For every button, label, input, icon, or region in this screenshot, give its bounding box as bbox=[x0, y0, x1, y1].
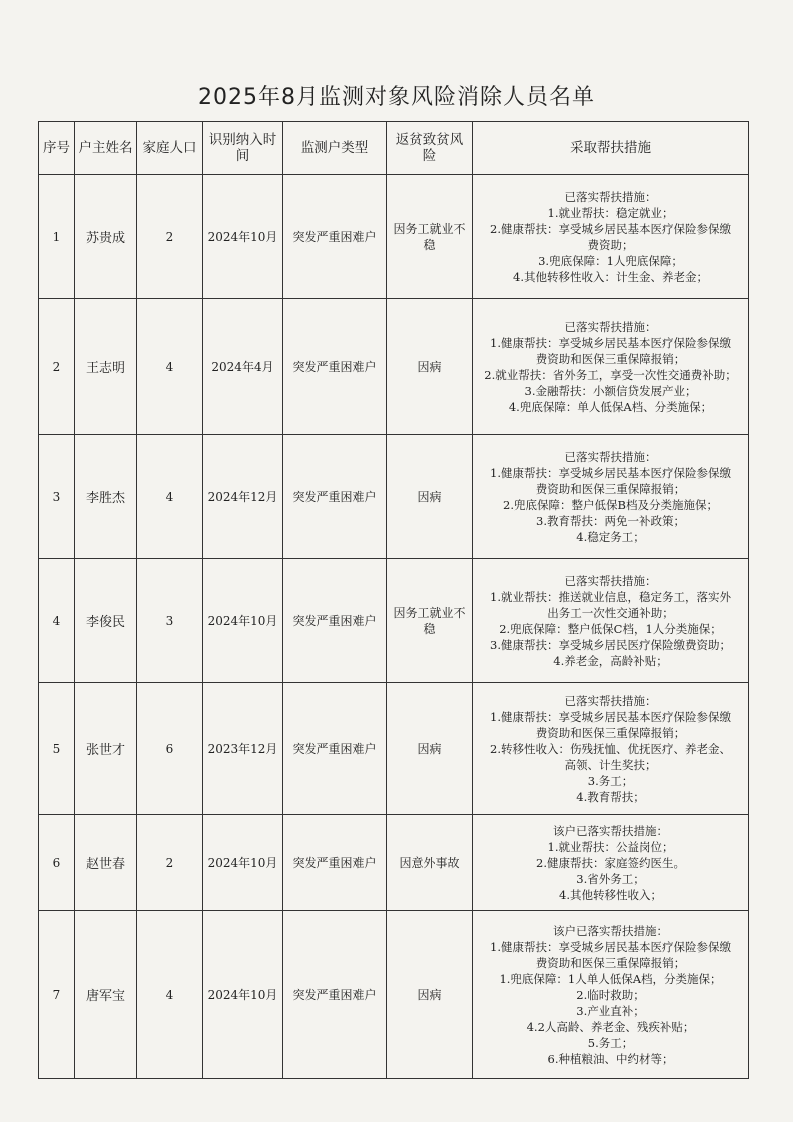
measure-line: 1.就业帮扶：推送就业信息，稳定务工，落实外 bbox=[490, 589, 731, 604]
cell-family-size: 4 bbox=[137, 911, 203, 1079]
table-row bbox=[39, 911, 749, 1079]
risk-line: 因病 bbox=[417, 489, 442, 504]
cell-time: 2024年10月 bbox=[203, 815, 283, 911]
cell-index: 6 bbox=[39, 815, 75, 911]
cell-type: 突发严重困难户 bbox=[283, 683, 387, 815]
cell-time: 2024年10月 bbox=[203, 911, 283, 1079]
measure-line: 费资助和医保三重保障报销； bbox=[535, 481, 686, 496]
measure-line: 2.兜底保障：整户低保C档，1人分类施保； bbox=[499, 621, 722, 636]
measure-line: 3.健康帮扶：享受城乡居民医疗保险缴费资助； bbox=[490, 637, 731, 652]
measure-line: 3.金融帮扶：小额信贷发展产业； bbox=[524, 383, 697, 398]
measure-line: 1.健康帮扶：享受城乡居民基本医疗保险参保缴 bbox=[490, 465, 731, 480]
cell-name: 李俊民 bbox=[75, 559, 137, 683]
measure-line: 已落实帮扶措施： bbox=[564, 319, 657, 334]
cell-name: 张世才 bbox=[75, 683, 137, 815]
cell-measures bbox=[473, 435, 749, 559]
cell-measures bbox=[473, 299, 749, 435]
header-risk-line1: 返贫致贫风 bbox=[395, 132, 464, 148]
measure-line: 2.健康帮扶：享受城乡居民基本医疗保险参保缴 bbox=[490, 221, 731, 236]
cell-type: 突发严重困难户 bbox=[283, 175, 387, 299]
measure-line: 5.务工； bbox=[587, 1035, 634, 1050]
cell-index: 2 bbox=[39, 299, 75, 435]
measure-line: 4.稳定务工； bbox=[576, 529, 645, 544]
roster-body bbox=[39, 175, 749, 1079]
cell-type: 突发严重困难户 bbox=[283, 815, 387, 911]
header-identify-time bbox=[203, 122, 283, 175]
risk-line: 因务工就业不 bbox=[393, 605, 466, 620]
measure-line: 2.临时救助； bbox=[576, 987, 645, 1002]
risk-line: 因病 bbox=[417, 359, 442, 374]
measure-line: 已落实帮扶措施： bbox=[564, 693, 657, 708]
cell-name: 王志明 bbox=[75, 299, 137, 435]
measure-line: 1.健康帮扶：享受城乡居民基本医疗保险参保缴 bbox=[490, 939, 731, 954]
cell-index: 5 bbox=[39, 683, 75, 815]
measure-line: 3.务工； bbox=[587, 773, 634, 788]
measure-line: 已落实帮扶措施： bbox=[564, 573, 657, 588]
risk-line: 稳 bbox=[423, 237, 436, 252]
table-row bbox=[39, 559, 749, 683]
measure-line: 4.教育帮扶； bbox=[576, 789, 645, 804]
measure-line: 该户已落实帮扶措施： bbox=[553, 923, 668, 938]
measure-line: 2.健康帮扶：家庭签约医生。 bbox=[536, 855, 685, 870]
header-family-size: 家庭人口 bbox=[137, 122, 203, 175]
cell-risk bbox=[387, 911, 473, 1079]
measure-line: 1.健康帮扶：享受城乡居民基本医疗保险参保缴 bbox=[490, 709, 731, 724]
cell-family-size: 4 bbox=[137, 299, 203, 435]
measure-line: 3.产业直补； bbox=[576, 1003, 645, 1018]
header-name: 户主姓名 bbox=[75, 122, 137, 175]
cell-name: 苏贵成 bbox=[75, 175, 137, 299]
cell-name: 赵世春 bbox=[75, 815, 137, 911]
cell-name: 李胜杰 bbox=[75, 435, 137, 559]
cell-type: 突发严重困难户 bbox=[283, 911, 387, 1079]
table-row bbox=[39, 435, 749, 559]
cell-time: 2024年10月 bbox=[203, 175, 283, 299]
measure-line: 6.种植粮油、中约材等； bbox=[547, 1051, 674, 1066]
cell-time: 2024年12月 bbox=[203, 435, 283, 559]
header-measures: 采取帮扶措施 bbox=[473, 122, 749, 175]
cell-type: 突发严重困难户 bbox=[283, 559, 387, 683]
cell-index: 4 bbox=[39, 559, 75, 683]
cell-time: 2023年12月 bbox=[203, 683, 283, 815]
measure-line: 高领、计生奖扶； bbox=[564, 757, 657, 772]
header-type: 监测户类型 bbox=[283, 122, 387, 175]
header-identify-time-line2: 间 bbox=[235, 148, 250, 164]
measure-line: 已落实帮扶措施： bbox=[564, 449, 657, 464]
cell-measures bbox=[473, 175, 749, 299]
measure-line: 2.兜底保障：整户低保B档及分类施施保； bbox=[503, 497, 718, 512]
measure-line: 4.2人高龄、养老金、残疾补贴； bbox=[526, 1019, 695, 1034]
measure-line: 费资助和医保三重保障报销； bbox=[535, 955, 686, 970]
header-risk bbox=[387, 122, 473, 175]
measure-line: 费资助； bbox=[587, 237, 634, 252]
table-row bbox=[39, 175, 749, 299]
roster-table bbox=[38, 121, 749, 1079]
cell-type: 突发严重困难户 bbox=[283, 299, 387, 435]
cell-time: 2024年10月 bbox=[203, 559, 283, 683]
measure-line: 已落实帮扶措施： bbox=[564, 189, 657, 204]
measure-line: 3.教育帮扶：两免一补政策； bbox=[536, 513, 685, 528]
table-row bbox=[39, 683, 749, 815]
measure-line: 该户已落实帮扶措施： bbox=[553, 823, 668, 838]
header-row bbox=[39, 122, 749, 175]
cell-family-size: 2 bbox=[137, 175, 203, 299]
cell-risk bbox=[387, 559, 473, 683]
cell-index: 7 bbox=[39, 911, 75, 1079]
cell-measures bbox=[473, 683, 749, 815]
header-risk-line2: 险 bbox=[422, 148, 437, 164]
measure-line: 1.健康帮扶：享受城乡居民基本医疗保险参保缴 bbox=[490, 335, 731, 350]
cell-family-size: 4 bbox=[137, 435, 203, 559]
header-identify-time-line1: 识别纳入时 bbox=[208, 132, 277, 148]
risk-line: 稳 bbox=[423, 621, 436, 636]
risk-line: 因病 bbox=[417, 987, 442, 1002]
cell-index: 1 bbox=[39, 175, 75, 299]
measure-line: 3.省外务工； bbox=[576, 871, 645, 886]
cell-measures bbox=[473, 559, 749, 683]
cell-measures bbox=[473, 815, 749, 911]
measure-line: 4.其他转移性收入； bbox=[559, 887, 662, 902]
cell-risk bbox=[387, 175, 473, 299]
cell-risk bbox=[387, 435, 473, 559]
cell-measures bbox=[473, 911, 749, 1079]
measure-line: 4.其他转移性收入：计生金、养老金； bbox=[513, 269, 708, 284]
measure-line: 1.就业帮扶：公益岗位； bbox=[547, 839, 674, 854]
table-row bbox=[39, 299, 749, 435]
cell-name: 唐军宝 bbox=[75, 911, 137, 1079]
measure-line: 2.就业帮扶：省外务工，享受一次性交通费补助； bbox=[484, 367, 737, 382]
cell-risk bbox=[387, 815, 473, 911]
measure-line: 费资助和医保三重保障报销； bbox=[535, 351, 686, 366]
measure-line: 费资助和医保三重保障报销； bbox=[535, 725, 686, 740]
cell-index: 3 bbox=[39, 435, 75, 559]
measure-line: 出务工一次性交通补助； bbox=[547, 605, 674, 620]
measure-line: 1.就业帮扶：稳定就业； bbox=[547, 205, 674, 220]
measure-line: 4.兜底保障：单人低保A档、分类施保； bbox=[508, 399, 713, 414]
risk-line: 因务工就业不 bbox=[393, 221, 466, 236]
cell-risk bbox=[387, 683, 473, 815]
cell-type: 突发严重困难户 bbox=[283, 435, 387, 559]
measure-line: 2.转移性收入：伤残抚恤、优抚医疗、养老金、 bbox=[490, 741, 731, 756]
cell-family-size: 6 bbox=[137, 683, 203, 815]
header-index: 序号 bbox=[39, 122, 75, 175]
table-row bbox=[39, 815, 749, 911]
cell-family-size: 3 bbox=[137, 559, 203, 683]
measure-line: 3.兜底保障：1人兜底保障； bbox=[538, 253, 683, 268]
cell-risk bbox=[387, 299, 473, 435]
measure-line: 4.养老金，高龄补贴； bbox=[553, 653, 668, 668]
cell-time: 2024年4月 bbox=[203, 299, 283, 435]
cell-family-size: 2 bbox=[137, 815, 203, 911]
risk-line: 因病 bbox=[417, 741, 442, 756]
page-title: 2025年8月监测对象风险消除人员名单 bbox=[198, 85, 595, 110]
measure-line: 1.兜底保障：1人单人低保A档，分类施保； bbox=[499, 971, 722, 986]
risk-line: 因意外事故 bbox=[399, 855, 460, 870]
